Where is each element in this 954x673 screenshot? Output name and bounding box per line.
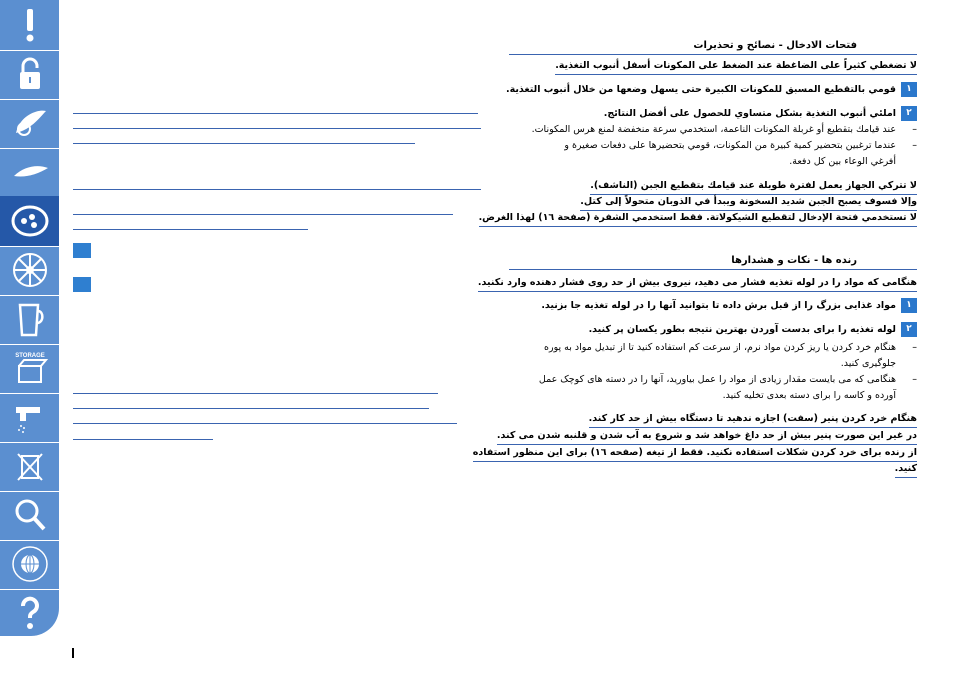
arabic-bullet-2: عندما ترغبين بتحضير كمية كبيرة من المكونات، قومي بتحضيرها على دفعات صغيرة و <box>564 140 896 151</box>
arabic-note-2: وإلا فسوف يصبح الجبن شديد السخونة ويبدأ في الذوبان متحولاً إلى كتل. <box>580 194 917 211</box>
question-icon <box>10 593 50 633</box>
farsi-note-2: در غیر این صورت پنیر بیش از حد داغ خواهد شد و شروع به آب شدن و قلنبه شدن می کند. <box>497 428 917 445</box>
arabic-step-1-number: ١ <box>901 82 917 97</box>
tab-lock[interactable] <box>0 49 59 100</box>
farsi-title: رنده ها - نکات و هشدارها <box>731 255 857 266</box>
left-rule <box>73 408 429 409</box>
farsi-step-2-text: لوله تغذیه را برای بدست آوردن بهترین نتیجه بطور یکسان پر کنید. <box>588 324 896 335</box>
left-rule <box>73 189 481 190</box>
farsi-title-rule <box>509 269 917 270</box>
tab-faq[interactable] <box>0 588 59 636</box>
magnifier-icon <box>10 495 50 535</box>
farsi-note-1: هنگام خرد کردن پنیر (سفت) اجازه ندهید تا دستگاه بیش از حد کار کند. <box>589 411 917 428</box>
step-1-square <box>73 243 91 258</box>
arabic-bullet-dash: – <box>912 140 917 151</box>
storage-box-icon <box>10 348 50 388</box>
farsi-note-3: از رنده برای خرد کردن شکلات استفاده نکنید. فقط از تیغه (صفحه ١٦) برای این منظور استفاده <box>473 445 917 462</box>
arabic-bullet-2-cont: أفرغي الوعاء بين كل دفعة. <box>789 156 896 167</box>
tap-icon <box>10 397 50 437</box>
tab-troubleshooting[interactable] <box>0 490 59 541</box>
arabic-step-2-number: ٢ <box>901 106 917 121</box>
arabic-title-rule <box>509 54 917 55</box>
globe-icon <box>10 544 50 584</box>
flat-blade-icon <box>10 152 50 192</box>
jug-icon <box>10 299 50 339</box>
left-rule <box>73 128 481 129</box>
farsi-note-3-cont: کنید. <box>895 461 917 478</box>
exclamation-icon <box>10 5 50 45</box>
flower-disc-icon <box>10 250 50 290</box>
farsi-step-1-text: مواد غذایی بزرگ را از قبل برش داده تا بتوانید آنها را در لوله تغذیه جا بزنید. <box>541 300 896 311</box>
tab-blade[interactable] <box>0 98 59 149</box>
arabic-bullet-dash: – <box>912 124 917 135</box>
farsi-bullet-dash: – <box>912 342 917 353</box>
arabic-note-1: لا تتركي الجهاز يعمل لفترة طويلة عند قيامك بتقطيع الجبن (الناشف). <box>590 178 917 195</box>
farsi-step-2-number: ٢ <box>901 322 917 337</box>
left-rule <box>73 393 438 394</box>
left-rule <box>73 113 478 114</box>
tab-environment[interactable] <box>0 441 59 492</box>
farsi-warning: هنگامی که مواد را در لوله تغذیه فشار می دهید، نیروی بیش از حد روی فشار دهنده وارد نکنید. <box>478 275 917 292</box>
farsi-bullet-dash: – <box>912 374 917 385</box>
tab-guarantee[interactable] <box>0 539 59 590</box>
arabic-note-3: لا تستخدمي فتحة الإدخال لتقطيع الشيكولاتة. فقط استخدمي الشفرة (صفحة ١٦) لهذا الغرض. <box>479 210 917 227</box>
arabic-warning: لا تضغطي كثيراً على الضاغطة عند الضغط على المكونات أسفل أنبوب التغذية. <box>555 58 917 75</box>
left-rule <box>73 423 457 424</box>
farsi-bullet-2-cont: آورده و کاسه را برای دسته بعدی تخلیه کنید. <box>722 390 896 401</box>
svg-text:STORAGE: STORAGE <box>14 353 45 359</box>
left-rule <box>73 143 415 144</box>
arabic-bullet-1: عند قيامك بتقطيع أو غربلة المكونات الناعمة، استخدمي سرعة منخفضة لمنع هرس المكونات. <box>531 124 896 135</box>
left-rule <box>73 214 453 215</box>
tab-emulsifying-disc[interactable] <box>0 245 59 296</box>
left-rule <box>73 229 308 230</box>
farsi-bullet-2: هنگامی که می بایست مقدار زیادی از مواد را عمل بیاورید، آنها را در دسته های کوچک عمل <box>538 374 896 385</box>
disc-icon <box>10 201 50 241</box>
arabic-title: فتحات الادخال - نصائح و تحذيرات <box>693 40 857 51</box>
farsi-bullet-1: هنگام خرد کردن یا ریز کردن مواد نرم، از سرعت کم استفاده کنید تا از تبدیل مواد به پوره <box>544 342 896 353</box>
leaf-blade-icon <box>10 103 50 143</box>
farsi-step-1-number: ١ <box>901 298 917 313</box>
padlock-icon <box>10 54 50 94</box>
tab-safety[interactable] <box>0 0 59 51</box>
tab-cleaning[interactable] <box>0 392 59 443</box>
page-marker <box>72 648 74 658</box>
left-rule <box>73 439 213 440</box>
tab-jug[interactable] <box>0 294 59 345</box>
step-2-square <box>73 277 91 292</box>
arabic-step-1-text: قومي بالتقطيع المسبق للمكونات الكبيرة حتى يسهل وضعها من خلال أنبوب التغذية. <box>505 84 896 95</box>
sidebar-nav <box>0 0 59 636</box>
tab-storage[interactable] <box>0 343 59 394</box>
crossed-bin-icon <box>10 446 50 486</box>
tab-grating-disc[interactable] <box>0 196 59 247</box>
tab-slicing-disc[interactable] <box>0 147 59 198</box>
farsi-bullet-1-cont: جلوگیری کنید. <box>840 358 896 369</box>
arabic-step-2-text: املئي أنبوب التغذية بشكل متساوي للحصول على أفضل النتائج. <box>603 108 896 119</box>
